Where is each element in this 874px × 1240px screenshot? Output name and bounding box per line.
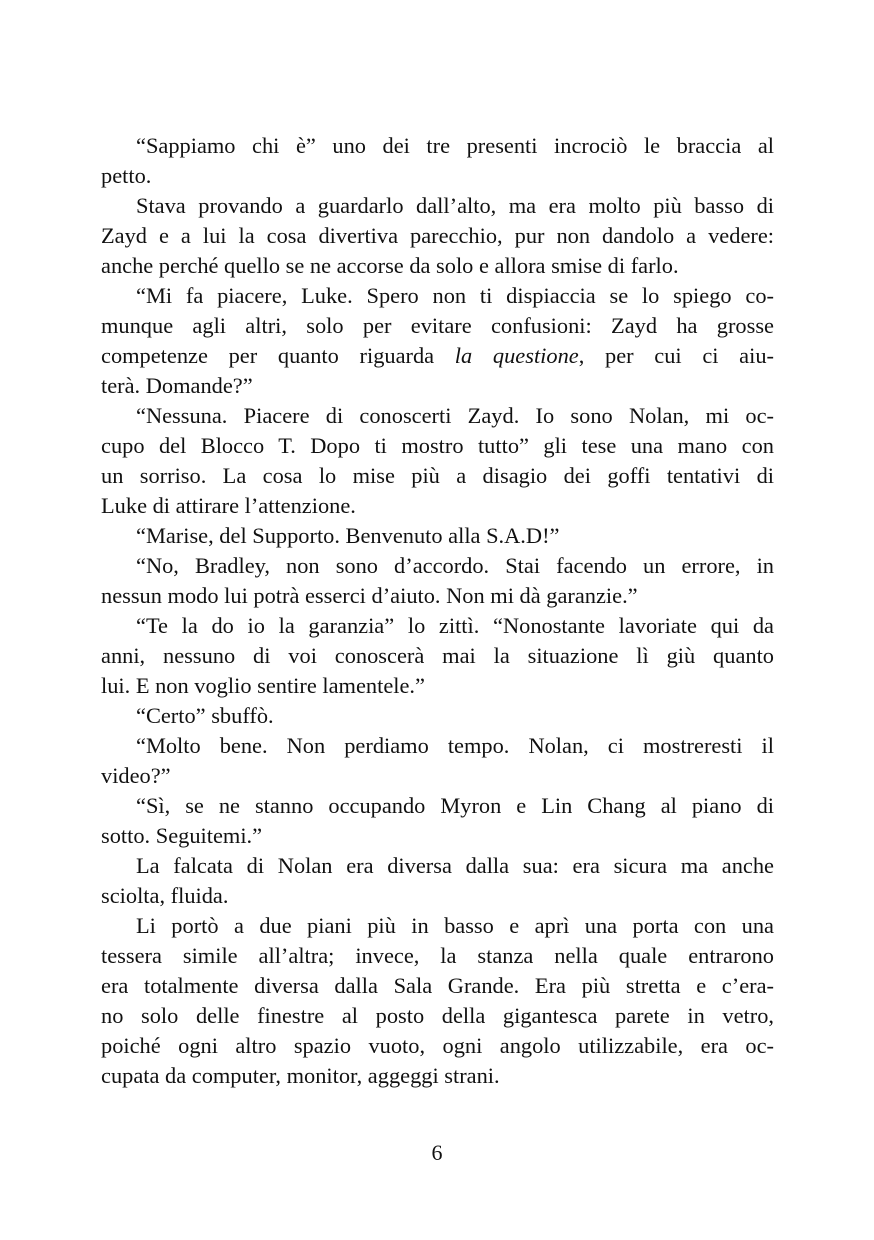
text-line: terà. Domande?” [101, 373, 253, 398]
paragraph [101, 131, 774, 191]
text-segment: , per cui ci aiu- [578, 343, 774, 368]
paragraph [101, 281, 774, 401]
text-line [101, 341, 774, 371]
text-line: “Sì, se ne stanno occupando Myron e Lin Chang al piano di [136, 793, 774, 818]
paragraph [101, 401, 774, 521]
paragraph [101, 191, 774, 281]
page-body [101, 131, 774, 1091]
text-line: La falcata di Nolan era diversa dalla sua: era sicura ma anche [136, 853, 774, 878]
text-line: lui. E non voglio sentire lamentele.” [101, 673, 425, 698]
text-line: un sorriso. La cosa lo mise più a disagio dei goffi tentativi di [101, 463, 774, 488]
text-line: sciolta, fluida. [101, 883, 229, 908]
text-line: “Certo” sbuffò. [136, 703, 274, 728]
text-line: no solo delle finestre al posto della gigantesca parete in vetro, [101, 1003, 774, 1028]
paragraph [101, 911, 774, 1091]
text-line: “Molto bene. Non perdiamo tempo. Nolan, ci mostreresti il [136, 733, 774, 758]
paragraph [101, 701, 774, 731]
paragraph [101, 731, 774, 791]
text-line: “Mi fa piacere, Luke. Spero non ti dispiaccia se lo spiego co- [136, 283, 774, 308]
text-line: sotto. Seguitemi.” [101, 823, 263, 848]
text-line: cupata da computer, monitor, aggeggi strani. [101, 1063, 500, 1088]
text-line: “Marise, del Supporto. Benvenuto alla S.A.D!” [136, 523, 560, 548]
text-line: anche perché quello se ne accorse da solo e allora smise di farlo. [101, 253, 679, 278]
text-line: petto. [101, 163, 152, 188]
italic-emphasis: la questione [454, 343, 579, 368]
text-line: video?” [101, 763, 171, 788]
text-line: “Te la do io la garanzia” lo zittì. “Nonostante lavoriate qui da [136, 613, 774, 638]
text-line: Stava provando a guardarlo dall’alto, ma era molto più basso di [136, 193, 774, 218]
page-number: 6 [431, 1140, 443, 1165]
paragraph [101, 611, 774, 701]
text-line: anni, nessuno di voi conoscerà mai la situazione lì giù quanto [101, 643, 774, 668]
paragraph [101, 521, 774, 551]
paragraph [101, 551, 774, 611]
text-line: era totalmente diversa dalla Sala Grande. Era più stretta e c’era- [101, 973, 774, 998]
paragraph [101, 791, 774, 851]
text-segment: competenze per quanto riguarda [101, 343, 455, 368]
text-line: “Sappiamo chi è” uno dei tre presenti incrociò le braccia al [136, 133, 774, 158]
text-line: tessera simile all’altra; invece, la stanza nella quale entrarono [101, 943, 774, 968]
text-line: poiché ogni altro spazio vuoto, ogni angolo utilizzabile, era oc- [101, 1033, 774, 1058]
text-line: munque agli altri, solo per evitare confusioni: Zayd ha grosse [101, 313, 774, 338]
text-line: nessun modo lui potrà esserci d’aiuto. Non mi dà garanzie.” [101, 583, 638, 608]
text-line: Zayd e a lui la cosa divertiva parecchio, pur non dandolo a vedere: [101, 223, 774, 248]
text-line: cupo del Blocco T. Dopo ti mostro tutto” gli tese una mano con [101, 433, 774, 458]
text-line: Li portò a due piani più in basso e aprì una porta con una [136, 913, 774, 938]
text-line: “No, Bradley, non sono d’accordo. Stai facendo un errore, in [136, 553, 774, 578]
text-line: Luke di attirare l’attenzione. [101, 493, 356, 518]
paragraph [101, 851, 774, 911]
text-line: “Nessuna. Piacere di conoscerti Zayd. Io sono Nolan, mi oc- [136, 403, 774, 428]
